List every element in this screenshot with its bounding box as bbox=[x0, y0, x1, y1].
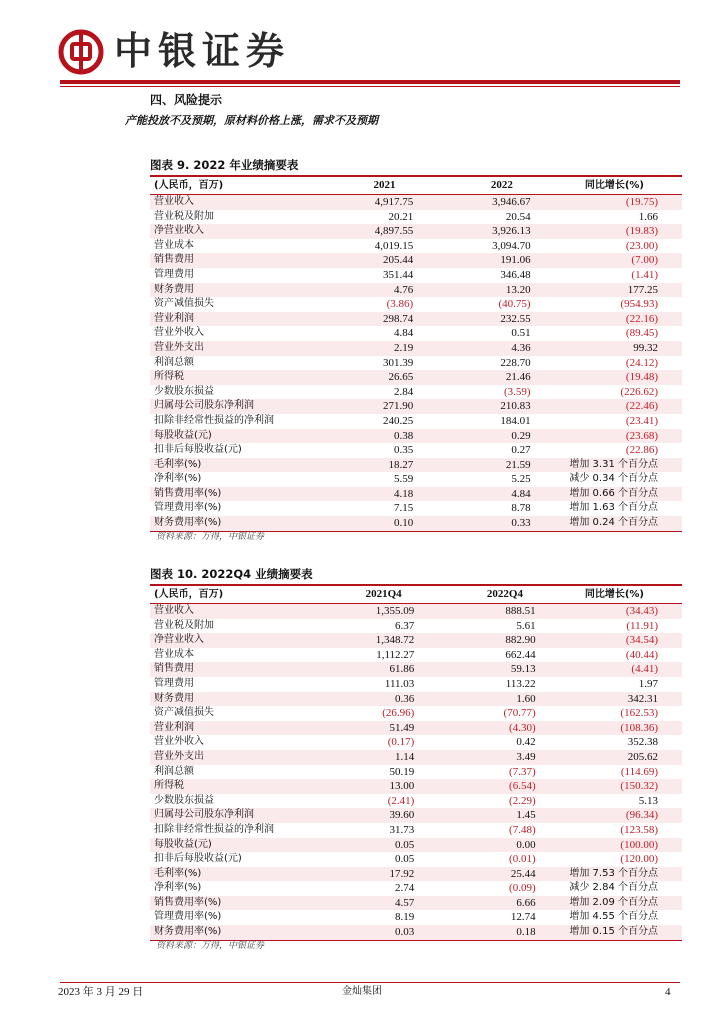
value-cell: 0.05 bbox=[395, 853, 415, 866]
value-cell: 21.59 bbox=[505, 458, 531, 471]
yoy-cell: (96.34) bbox=[625, 809, 658, 822]
row-label: 财务费用 bbox=[154, 283, 194, 295]
value-cell: 8.19 bbox=[395, 911, 415, 924]
value-cell: 3,094.70 bbox=[492, 239, 531, 252]
table-row bbox=[150, 283, 682, 298]
value-cell: (70.77) bbox=[503, 707, 536, 720]
table-row bbox=[150, 253, 682, 268]
row-label: 营业税及附加 bbox=[154, 619, 214, 631]
row-label: 净利率(%) bbox=[154, 882, 202, 894]
table-row bbox=[150, 297, 682, 312]
yoy-cell: 增加 0.66 个百分点 bbox=[569, 487, 658, 499]
header-cell: 同比增长(%) bbox=[531, 176, 682, 195]
value-cell: 4,917.75 bbox=[374, 196, 414, 208]
yoy-cell: (4.41) bbox=[631, 663, 658, 676]
table-row bbox=[150, 414, 682, 429]
row-label: 所得税 bbox=[154, 371, 184, 383]
table-row bbox=[150, 677, 682, 692]
row-label: 毛利率(%) bbox=[154, 458, 202, 470]
yoy-cell: (114.69) bbox=[620, 765, 658, 778]
table-row bbox=[150, 195, 682, 210]
value-cell: 51.49 bbox=[389, 721, 415, 734]
value-cell: 17.92 bbox=[389, 867, 415, 880]
row-label: 财务费用率(%) bbox=[150, 516, 296, 531]
row-label: 少数股东损益 bbox=[154, 385, 214, 397]
value-cell: 0.38 bbox=[393, 429, 414, 442]
row-label: 扣除非经常性损益的净利润 bbox=[154, 414, 274, 426]
table-row bbox=[150, 619, 682, 634]
table-row bbox=[150, 648, 682, 663]
yoy-cell: 99.32 bbox=[633, 341, 658, 354]
value-cell: 5.59 bbox=[393, 473, 414, 486]
table-row bbox=[150, 662, 682, 677]
value-cell: 4.84 bbox=[393, 327, 414, 340]
value-cell: (2.29) bbox=[509, 794, 536, 807]
row-label: 利润总额 bbox=[154, 765, 194, 777]
page-header bbox=[0, 0, 724, 88]
yoy-cell: 增加 0.24 个百分点 bbox=[531, 516, 682, 531]
table-row bbox=[150, 341, 682, 356]
row-label: 销售费用率(%) bbox=[154, 487, 222, 499]
yoy-cell: 352.38 bbox=[627, 736, 658, 749]
value-cell: 210.83 bbox=[500, 400, 531, 413]
yoy-cell: (7.00) bbox=[631, 254, 658, 267]
header-cell: 2021 bbox=[296, 176, 413, 195]
value-cell: 111.03 bbox=[384, 677, 415, 690]
table-row bbox=[150, 750, 682, 765]
row-label: 营业收入 bbox=[154, 605, 194, 616]
row-label: 营业利润 bbox=[154, 312, 194, 324]
row-label: 所得税 bbox=[154, 780, 184, 792]
row-label: 管理费用 bbox=[154, 268, 194, 280]
value-cell: (26.96) bbox=[382, 707, 415, 720]
value-cell: 0.36 bbox=[395, 692, 415, 705]
section-title: 四、风险提示 bbox=[150, 93, 223, 107]
header-rule bbox=[60, 80, 680, 84]
value-cell: 301.39 bbox=[382, 356, 414, 369]
value-cell: 0.03 bbox=[293, 925, 414, 940]
value-cell: 184.01 bbox=[500, 414, 531, 427]
value-cell: 0.35 bbox=[393, 444, 414, 457]
yoy-cell: 增加 0.15 个百分点 bbox=[536, 925, 682, 940]
table2-source: 资料来源：万得，中银证券 bbox=[156, 941, 265, 951]
value-cell: 191.06 bbox=[500, 254, 531, 267]
yoy-cell: (19.75) bbox=[625, 196, 658, 208]
value-cell: 20.54 bbox=[505, 210, 531, 223]
table-row bbox=[150, 516, 682, 531]
value-cell: 113.22 bbox=[505, 677, 536, 690]
value-cell: 888.51 bbox=[505, 605, 536, 617]
table-row bbox=[150, 224, 682, 239]
row-label: 每股收益(元) bbox=[154, 838, 212, 850]
yoy-cell: (150.32) bbox=[620, 780, 658, 793]
table-header-row bbox=[150, 176, 682, 195]
value-cell: 4,897.55 bbox=[374, 225, 414, 238]
table-row bbox=[150, 458, 682, 473]
row-label: 净利率(%) bbox=[154, 473, 202, 485]
row-label: 营业外收入 bbox=[154, 736, 204, 748]
table-row bbox=[150, 852, 682, 867]
value-cell: 26.65 bbox=[388, 371, 414, 384]
value-cell: 61.86 bbox=[389, 663, 415, 676]
value-cell: 0.29 bbox=[511, 429, 531, 442]
table-row bbox=[150, 706, 682, 721]
yoy-cell: (120.00) bbox=[620, 853, 658, 866]
value-cell: 1.60 bbox=[516, 692, 536, 705]
yoy-cell: (11.91) bbox=[626, 619, 658, 632]
table-row bbox=[150, 779, 682, 794]
table-row bbox=[150, 487, 682, 502]
yoy-cell: 205.62 bbox=[627, 750, 658, 763]
value-cell: 6.37 bbox=[395, 619, 415, 632]
row-label: 营业税及附加 bbox=[154, 210, 214, 222]
value-cell: 4.76 bbox=[393, 283, 414, 296]
value-cell: 50.19 bbox=[389, 765, 415, 778]
header-cell: 2022Q4 bbox=[414, 585, 535, 604]
value-cell: 4,019.15 bbox=[374, 239, 414, 252]
value-cell: 662.44 bbox=[505, 648, 536, 661]
table1-body bbox=[150, 195, 682, 532]
value-cell: 882.90 bbox=[505, 634, 536, 647]
header-cell: (人民币，百万) bbox=[150, 585, 293, 604]
row-label: 营业利润 bbox=[154, 721, 194, 733]
value-cell: 18.27 bbox=[388, 458, 414, 471]
row-label: 销售费用 bbox=[154, 254, 194, 266]
yoy-cell: 增加 3.31 个百分点 bbox=[569, 458, 658, 470]
table-row bbox=[150, 910, 682, 925]
value-cell: (7.48) bbox=[509, 823, 536, 836]
value-cell: 4.36 bbox=[511, 341, 531, 354]
value-cell: 0.51 bbox=[511, 327, 531, 340]
row-label: 财务费用 bbox=[154, 692, 194, 704]
row-label: 营业成本 bbox=[154, 648, 194, 660]
row-label: 资产减值损失 bbox=[154, 298, 214, 310]
yoy-cell: (1.41) bbox=[631, 268, 658, 281]
value-cell: (2.41) bbox=[387, 794, 415, 807]
row-label: 每股收益(元) bbox=[154, 429, 212, 441]
value-cell: (6.54) bbox=[509, 780, 536, 793]
table-row bbox=[150, 838, 682, 853]
value-cell: 2.74 bbox=[395, 882, 415, 895]
table-row bbox=[150, 501, 682, 516]
yoy-cell: 增加 2.09 个百分点 bbox=[569, 896, 658, 908]
table-row bbox=[150, 604, 682, 619]
bank-of-china-logo-icon bbox=[58, 29, 104, 75]
yoy-cell: (19.48) bbox=[625, 371, 658, 384]
risk-text: 产能投放不及预期，原材料价格上涨，需求不及预期 bbox=[125, 114, 378, 127]
value-cell: 1,355.09 bbox=[375, 605, 415, 617]
yoy-cell: 5.13 bbox=[638, 794, 658, 807]
value-cell: (7.37) bbox=[509, 765, 536, 778]
value-cell: (3.59) bbox=[504, 385, 531, 398]
table-row bbox=[150, 429, 682, 444]
header-cell: 2022 bbox=[413, 176, 530, 195]
brand-name: 中银证券 bbox=[114, 28, 291, 73]
footer-date: 2023 年 3 月 29 日 bbox=[58, 986, 144, 998]
table-row bbox=[150, 443, 682, 458]
yoy-cell: (22.86) bbox=[625, 444, 658, 457]
yoy-cell: (100.00) bbox=[620, 838, 658, 851]
table-row bbox=[150, 823, 682, 838]
value-cell: 6.66 bbox=[516, 896, 536, 909]
row-label: 营业收入 bbox=[154, 196, 194, 207]
value-cell: 298.74 bbox=[382, 312, 414, 325]
table-row bbox=[150, 881, 682, 896]
header-cell: 同比增长(%) bbox=[536, 585, 682, 604]
table-row bbox=[150, 633, 682, 648]
footer-company: 金灿集团 bbox=[342, 986, 382, 997]
value-cell: 5.25 bbox=[511, 473, 531, 486]
row-label: 少数股东损益 bbox=[154, 794, 214, 806]
yoy-cell: (23.41) bbox=[625, 414, 658, 427]
table-row bbox=[150, 721, 682, 736]
row-label: 扣非后每股收益(元) bbox=[154, 853, 242, 865]
value-cell: 232.55 bbox=[500, 312, 531, 325]
header-rule-thin bbox=[60, 86, 680, 87]
value-cell: 228.70 bbox=[500, 356, 531, 369]
value-cell: (0.09) bbox=[509, 882, 536, 895]
value-cell: 4.57 bbox=[395, 896, 415, 909]
table2-title: 图表 10. 2022Q4 业绩摘要表 bbox=[150, 567, 313, 581]
row-label: 管理费用率(%) bbox=[154, 911, 222, 923]
value-cell: 1,348.72 bbox=[375, 634, 415, 647]
table-row bbox=[150, 268, 682, 283]
yoy-cell: 1.97 bbox=[638, 677, 658, 690]
value-cell: 3.49 bbox=[516, 750, 536, 763]
row-label: 归属母公司股东净利润 bbox=[154, 809, 254, 821]
yoy-cell: (23.00) bbox=[625, 239, 658, 252]
value-cell: 20.21 bbox=[388, 210, 414, 223]
value-cell: 4.18 bbox=[393, 487, 414, 500]
yoy-cell: 增加 4.55 个百分点 bbox=[569, 911, 658, 923]
yoy-cell: (162.53) bbox=[620, 707, 658, 720]
value-cell: 1.14 bbox=[395, 750, 415, 763]
table-row bbox=[150, 765, 682, 780]
yoy-cell: (24.12) bbox=[625, 356, 658, 369]
value-cell: 351.44 bbox=[382, 268, 414, 281]
row-label: 营业外支出 bbox=[154, 750, 204, 762]
row-label: 扣除非经常性损益的净利润 bbox=[154, 823, 274, 835]
row-label: 归属母公司股东净利润 bbox=[154, 400, 254, 412]
row-label: 营业外收入 bbox=[154, 327, 204, 339]
yoy-cell: 1.66 bbox=[638, 210, 658, 223]
value-cell: 3,926.13 bbox=[492, 225, 531, 238]
value-cell: 13.20 bbox=[505, 283, 531, 296]
header-cell: (人民币，百万) bbox=[150, 176, 296, 195]
value-cell: 0.10 bbox=[296, 516, 413, 531]
yoy-cell: (954.93) bbox=[620, 298, 658, 311]
value-cell: (3.86) bbox=[386, 298, 414, 311]
table1-source: 资料来源：万得，中银证券 bbox=[156, 532, 265, 542]
yoy-cell: 减少 0.34 个百分点 bbox=[569, 473, 658, 485]
value-cell: 8.78 bbox=[511, 502, 531, 515]
table-row bbox=[150, 472, 682, 487]
value-cell: 0.27 bbox=[511, 444, 531, 457]
table-row bbox=[150, 692, 682, 707]
row-label: 销售费用 bbox=[154, 663, 194, 675]
yoy-cell: 177.25 bbox=[627, 283, 658, 296]
value-cell: 2.19 bbox=[393, 341, 414, 354]
table-row bbox=[150, 326, 682, 341]
value-cell: 59.13 bbox=[510, 663, 536, 676]
yoy-cell: (22.16) bbox=[625, 312, 658, 325]
header-cell: 2021Q4 bbox=[293, 585, 414, 604]
yoy-cell: (123.58) bbox=[620, 823, 658, 836]
yoy-cell: (40.44) bbox=[625, 648, 658, 661]
table1-title: 图表 9. 2022 年业绩摘要表 bbox=[150, 158, 299, 172]
table-row bbox=[150, 312, 682, 327]
yoy-cell: (23.68) bbox=[625, 429, 658, 442]
yoy-cell: (22.46) bbox=[625, 400, 658, 413]
table-row bbox=[150, 210, 682, 225]
value-cell: (40.75) bbox=[498, 298, 531, 311]
table2-body bbox=[150, 604, 682, 941]
value-cell: (0.17) bbox=[387, 736, 415, 749]
row-label: 扣非后每股收益(元) bbox=[154, 444, 242, 456]
yoy-cell: (226.62) bbox=[620, 385, 658, 398]
row-label: 净营业收入 bbox=[154, 634, 204, 646]
row-label: 管理费用 bbox=[154, 677, 194, 689]
value-cell: 7.15 bbox=[393, 502, 414, 515]
value-cell: 0.05 bbox=[395, 838, 415, 851]
table1 bbox=[150, 175, 682, 532]
value-cell: 240.25 bbox=[382, 414, 414, 427]
value-cell: 5.61 bbox=[516, 619, 536, 632]
value-cell: 1,112.27 bbox=[376, 648, 415, 661]
yoy-cell: 342.31 bbox=[627, 692, 658, 705]
yoy-cell: (34.54) bbox=[625, 634, 658, 647]
table-row bbox=[150, 370, 682, 385]
value-cell: (0.01) bbox=[509, 853, 536, 866]
yoy-cell: (108.36) bbox=[620, 721, 658, 734]
table-row bbox=[150, 925, 682, 940]
row-label: 利润总额 bbox=[154, 356, 194, 368]
value-cell: 1.45 bbox=[516, 809, 536, 822]
value-cell: 205.44 bbox=[382, 254, 414, 267]
row-label: 资产减值损失 bbox=[154, 707, 214, 719]
row-label: 财务费用率(%) bbox=[150, 925, 293, 940]
value-cell: 31.73 bbox=[389, 823, 415, 836]
value-cell: (4.30) bbox=[509, 721, 536, 734]
yoy-cell: 增加 1.63 个百分点 bbox=[569, 502, 658, 514]
value-cell: 2.84 bbox=[393, 385, 414, 398]
table-header-row bbox=[150, 585, 682, 604]
yoy-cell: 减少 2.84 个百分点 bbox=[569, 882, 658, 894]
value-cell: 12.74 bbox=[510, 911, 536, 924]
row-label: 销售费用率(%) bbox=[154, 896, 222, 908]
row-label: 营业外支出 bbox=[154, 341, 204, 353]
value-cell: 0.00 bbox=[516, 838, 536, 851]
page-number: 4 bbox=[665, 986, 671, 998]
yoy-cell: 增加 7.53 个百分点 bbox=[569, 867, 658, 879]
yoy-cell: (34.43) bbox=[625, 605, 658, 617]
value-cell: 0.18 bbox=[414, 925, 535, 940]
value-cell: 271.90 bbox=[382, 400, 414, 413]
table-row bbox=[150, 385, 682, 400]
table-row bbox=[150, 356, 682, 371]
table-row bbox=[150, 867, 682, 882]
row-label: 净营业收入 bbox=[154, 225, 204, 237]
table-row bbox=[150, 239, 682, 254]
value-cell: 39.60 bbox=[389, 809, 415, 822]
table-row bbox=[150, 794, 682, 809]
value-cell: 3,946.67 bbox=[492, 196, 531, 208]
table-row bbox=[150, 896, 682, 911]
row-label: 营业成本 bbox=[154, 239, 194, 251]
table2 bbox=[150, 584, 682, 941]
value-cell: 0.42 bbox=[516, 736, 536, 749]
row-label: 毛利率(%) bbox=[154, 867, 202, 879]
table-row bbox=[150, 808, 682, 823]
table-row bbox=[150, 735, 682, 750]
yoy-cell: (89.45) bbox=[625, 327, 658, 340]
value-cell: 21.46 bbox=[505, 371, 531, 384]
yoy-cell: (19.83) bbox=[625, 225, 658, 238]
value-cell: 13.00 bbox=[389, 780, 415, 793]
value-cell: 4.84 bbox=[511, 487, 531, 500]
row-label: 管理费用率(%) bbox=[154, 502, 222, 514]
value-cell: 25.44 bbox=[510, 867, 536, 880]
value-cell: 346.48 bbox=[500, 268, 531, 281]
value-cell: 0.33 bbox=[413, 516, 530, 531]
footer-rule bbox=[60, 982, 680, 983]
table-row bbox=[150, 399, 682, 414]
